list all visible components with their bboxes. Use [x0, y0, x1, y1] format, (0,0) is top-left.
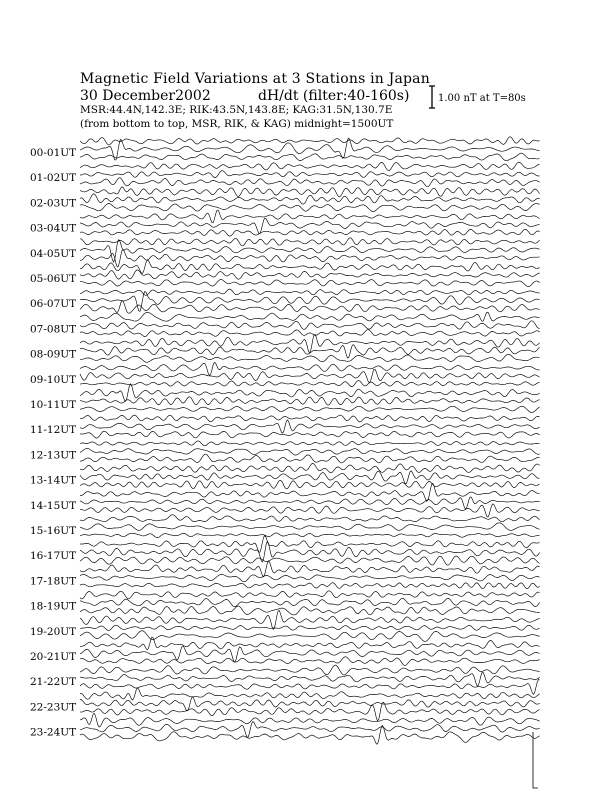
trace-11-12ut-msr — [80, 431, 540, 438]
hour-label-12-13ut: 12-13UT — [30, 449, 77, 462]
trace-10-11ut-msr — [80, 406, 540, 412]
trace-00-01ut-msr — [80, 153, 540, 161]
trace-20-21ut-msr — [80, 657, 540, 666]
hour-label-22-23ut: 22-23UT — [30, 701, 77, 714]
trace-05-06ut-rik — [80, 270, 540, 279]
trace-13-14ut-msr — [80, 480, 540, 489]
trace-10-11ut-kag — [80, 384, 540, 402]
trace-03-04ut-msr — [80, 229, 540, 236]
trace-07-08ut-rik — [80, 321, 540, 330]
trace-16-17ut-msr — [80, 556, 540, 565]
trace-21-22ut-kag — [80, 665, 540, 675]
trace-07-08ut-kag — [80, 312, 540, 321]
trace-02-03ut-msr — [80, 204, 540, 212]
trace-01-02ut-rik — [80, 171, 540, 178]
trace-11-12ut-kag — [80, 415, 540, 422]
trace-00-01ut-kag — [80, 137, 540, 145]
trace-21-22ut-rik — [80, 673, 540, 687]
trace-05-06ut-msr — [80, 280, 540, 287]
hour-label-07-08ut: 07-08UT — [30, 323, 77, 336]
chart-title: Magnetic Field Variations at 3 Stations in Japan — [80, 71, 430, 87]
trace-18-19ut-msr — [80, 606, 540, 615]
trace-08-09ut-msr — [80, 354, 540, 362]
trace-tail — [533, 732, 538, 788]
trace-17-18ut-rik — [80, 574, 540, 581]
scale-bar-line — [429, 86, 435, 108]
trace-15-16ut-msr — [80, 533, 540, 538]
chart-date: 30 December2002 — [80, 88, 211, 104]
trace-18-19ut-rik — [80, 598, 540, 607]
trace-17-18ut-msr — [80, 583, 540, 589]
hour-label-18-19ut: 18-19UT — [30, 600, 77, 613]
trace-12-13ut-msr — [80, 454, 540, 463]
trace-22-23ut-rik — [80, 697, 540, 711]
hour-label-06-07ut: 06-07UT — [30, 298, 77, 311]
scale-bar-label: 1.00 nT at T=80s — [438, 93, 526, 104]
trace-09-10ut-rik — [80, 369, 540, 383]
trace-19-20ut-kag — [80, 610, 540, 629]
trace-09-10ut-msr — [80, 381, 540, 387]
trace-19-20ut-rik — [80, 625, 540, 630]
hour-label-04-05ut: 04-05UT — [30, 247, 77, 260]
scale-bar — [429, 86, 435, 108]
trace-11-12ut-rik — [80, 420, 540, 433]
trace-09-10ut-kag — [80, 362, 540, 375]
trace-10-11ut-rik — [80, 397, 540, 406]
trace-03-04ut-kag — [80, 210, 540, 223]
hour-label-23-24ut: 23-24UT — [30, 726, 77, 739]
hour-label-17-18ut: 17-18UT — [30, 575, 77, 588]
filter-label: dH/dt (filter:40-160s) — [258, 88, 410, 104]
ordering-note: (from bottom to top, MSR, RIK, & KAG) midnight=1500UT — [80, 118, 394, 130]
trace-04-05ut-kag — [80, 238, 540, 246]
trace-21-22ut-msr — [80, 680, 540, 695]
trace-14-15ut-kag — [80, 483, 540, 501]
hour-label-09-10ut: 09-10UT — [30, 373, 77, 386]
trace-18-19ut-kag — [80, 591, 540, 599]
hour-labels — [30, 147, 76, 739]
trace-04-05ut-msr — [80, 250, 540, 267]
trace-13-14ut-rik — [80, 471, 540, 484]
trace-03-04ut-rik — [80, 218, 540, 233]
trace-05-06ut-kag — [80, 260, 540, 273]
trace-19-20ut-msr — [80, 631, 540, 642]
trace-12-13ut-kag — [80, 441, 540, 446]
trace-12-13ut-rik — [80, 448, 540, 455]
trace-01-02ut-kag — [80, 162, 540, 171]
hour-label-15-16ut: 15-16UT — [30, 525, 77, 537]
hour-label-13-14ut: 13-14UT — [30, 474, 77, 487]
trace-15-16ut-rik — [80, 523, 540, 531]
trace-02-03ut-rik — [80, 194, 540, 204]
trace-16-17ut-kag — [80, 535, 540, 552]
trace-01-02ut-msr — [80, 178, 540, 187]
trace-14-15ut-rik — [80, 497, 540, 509]
hour-label-11-12ut: 11-12UT — [30, 424, 77, 437]
trace-group — [80, 137, 540, 788]
trace-20-21ut-kag — [80, 637, 540, 650]
trace-14-15ut-msr — [80, 504, 540, 517]
hour-label-10-11ut: 10-11UT — [30, 399, 77, 411]
hour-label-03-04ut: 03-04UT — [30, 222, 77, 235]
hour-label-08-09ut: 08-09UT — [30, 348, 77, 361]
hour-label-19-20ut: 19-20UT — [30, 625, 77, 638]
hour-label-16-17ut: 16-17UT — [30, 550, 77, 563]
station-coordinates: MSR:44.4N,142.3E; RIK:43.5N,143.8E; KAG:31.5N,130.7E — [80, 104, 393, 116]
hour-label-02-03ut: 02-03UT — [30, 197, 77, 210]
hour-label-00-01ut: 00-01UT — [30, 147, 77, 159]
hour-label-01-02ut: 01-02UT — [30, 172, 77, 185]
trace-23-24ut-kag — [80, 714, 540, 728]
hour-label-05-06ut: 05-06UT — [30, 273, 77, 285]
trace-13-14ut-kag — [80, 463, 540, 472]
hour-label-20-21ut: 20-21UT — [30, 651, 77, 663]
trace-06-07ut-kag — [80, 289, 540, 295]
trace-15-16ut-kag — [80, 515, 540, 522]
trace-07-08ut-msr — [80, 330, 540, 337]
trace-08-09ut-kag — [80, 334, 540, 352]
trace-22-23ut-kag — [80, 688, 540, 700]
hour-label-14-15ut: 14-15UT — [30, 499, 77, 512]
hour-label-21-22ut: 21-22UT — [30, 676, 77, 689]
trace-17-18ut-kag — [80, 561, 540, 577]
